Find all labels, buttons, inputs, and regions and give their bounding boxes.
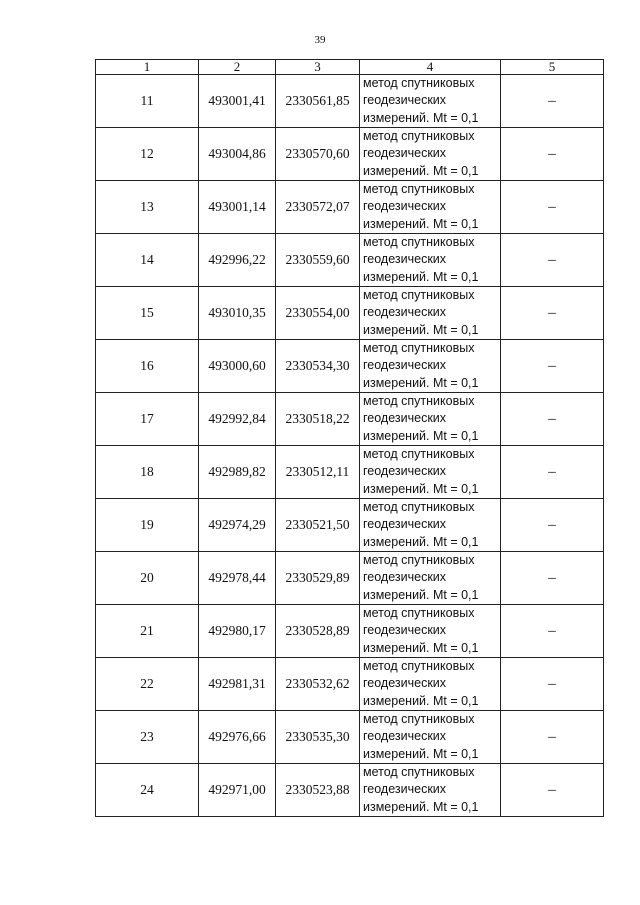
y-coordinate-cell: 2330570,60 [276, 128, 360, 181]
table-row [96, 499, 604, 552]
method-cell: метод спутниковых геодезических измерений. Mt = 0,1 [360, 711, 501, 764]
table-row [96, 711, 604, 764]
note-cell: – [501, 764, 604, 817]
point-number-cell: 13 [96, 181, 199, 234]
x-coordinate-cell: 493004,86 [199, 128, 276, 181]
method-cell: метод спутниковых геодезических измерений. Mt = 0,1 [360, 764, 501, 817]
note-cell: – [501, 234, 604, 287]
point-number-cell: 22 [96, 658, 199, 711]
method-cell: метод спутниковых геодезических измерений. Mt = 0,1 [360, 658, 501, 711]
x-coordinate-cell: 492978,44 [199, 552, 276, 605]
point-number-cell: 18 [96, 446, 199, 499]
table-row [96, 234, 604, 287]
point-number-cell: 23 [96, 711, 199, 764]
method-cell: метод спутниковых геодезических измерений. Mt = 0,1 [360, 446, 501, 499]
point-number-cell: 12 [96, 128, 199, 181]
header-row [96, 60, 604, 75]
x-coordinate-cell: 492980,17 [199, 605, 276, 658]
header-col-1: 1 [96, 60, 199, 75]
table-row [96, 128, 604, 181]
table-row [96, 605, 604, 658]
table-body [96, 75, 604, 817]
x-coordinate-cell: 493010,35 [199, 287, 276, 340]
y-coordinate-cell: 2330523,88 [276, 764, 360, 817]
y-coordinate-cell: 2330559,60 [276, 234, 360, 287]
table-row [96, 764, 604, 817]
y-coordinate-cell: 2330512,11 [276, 446, 360, 499]
y-coordinate-cell: 2330534,30 [276, 340, 360, 393]
x-coordinate-cell: 493000,60 [199, 340, 276, 393]
method-cell: метод спутниковых геодезических измерений. Mt = 0,1 [360, 181, 501, 234]
method-cell: метод спутниковых геодезических измерений. Mt = 0,1 [360, 287, 501, 340]
page-number: 39 [314, 34, 326, 46]
note-cell: – [501, 128, 604, 181]
table-header [96, 60, 604, 75]
x-coordinate-cell: 492974,29 [199, 499, 276, 552]
table-row [96, 181, 604, 234]
table-row [96, 287, 604, 340]
table-row [96, 658, 604, 711]
method-cell: метод спутниковых геодезических измерений. Mt = 0,1 [360, 393, 501, 446]
point-number-cell: 19 [96, 499, 199, 552]
x-coordinate-cell: 493001,14 [199, 181, 276, 234]
note-cell: – [501, 711, 604, 764]
y-coordinate-cell: 2330518,22 [276, 393, 360, 446]
note-cell: – [501, 181, 604, 234]
note-cell: – [501, 75, 604, 128]
note-cell: – [501, 499, 604, 552]
table-row [96, 340, 604, 393]
note-cell: – [501, 340, 604, 393]
note-cell: – [501, 287, 604, 340]
x-coordinate-cell: 492981,31 [199, 658, 276, 711]
header-col-4: 4 [360, 60, 501, 75]
method-cell: метод спутниковых геодезических измерений. Mt = 0,1 [360, 340, 501, 393]
method-cell: метод спутниковых геодезических измерений. Mt = 0,1 [360, 234, 501, 287]
y-coordinate-cell: 2330535,30 [276, 711, 360, 764]
note-cell: – [501, 658, 604, 711]
header-col-3: 3 [276, 60, 360, 75]
coordinates-table [95, 59, 604, 817]
x-coordinate-cell: 492996,22 [199, 234, 276, 287]
x-coordinate-cell: 492992,84 [199, 393, 276, 446]
note-cell: – [501, 552, 604, 605]
point-number-cell: 20 [96, 552, 199, 605]
y-coordinate-cell: 2330572,07 [276, 181, 360, 234]
header-col-5: 5 [501, 60, 604, 75]
y-coordinate-cell: 2330532,62 [276, 658, 360, 711]
note-cell: – [501, 605, 604, 658]
x-coordinate-cell: 492989,82 [199, 446, 276, 499]
point-number-cell: 15 [96, 287, 199, 340]
method-cell: метод спутниковых геодезических измерений. Mt = 0,1 [360, 605, 501, 658]
point-number-cell: 14 [96, 234, 199, 287]
x-coordinate-cell: 492971,00 [199, 764, 276, 817]
method-cell: метод спутниковых геодезических измерений. Mt = 0,1 [360, 499, 501, 552]
y-coordinate-cell: 2330528,89 [276, 605, 360, 658]
table-row [96, 75, 604, 128]
point-number-cell: 21 [96, 605, 199, 658]
method-cell: метод спутниковых геодезических измерений. Mt = 0,1 [360, 552, 501, 605]
point-number-cell: 24 [96, 764, 199, 817]
y-coordinate-cell: 2330561,85 [276, 75, 360, 128]
y-coordinate-cell: 2330521,50 [276, 499, 360, 552]
point-number-cell: 17 [96, 393, 199, 446]
y-coordinate-cell: 2330554,00 [276, 287, 360, 340]
method-cell: метод спутниковых геодезических измерений. Mt = 0,1 [360, 128, 501, 181]
table-row [96, 552, 604, 605]
table-row [96, 446, 604, 499]
x-coordinate-cell: 493001,41 [199, 75, 276, 128]
y-coordinate-cell: 2330529,89 [276, 552, 360, 605]
point-number-cell: 16 [96, 340, 199, 393]
note-cell: – [501, 393, 604, 446]
table-row [96, 393, 604, 446]
x-coordinate-cell: 492976,66 [199, 711, 276, 764]
method-cell: метод спутниковых геодезических измерений. Mt = 0,1 [360, 75, 501, 128]
point-number-cell: 11 [96, 75, 199, 128]
header-col-2: 2 [199, 60, 276, 75]
note-cell: – [501, 446, 604, 499]
